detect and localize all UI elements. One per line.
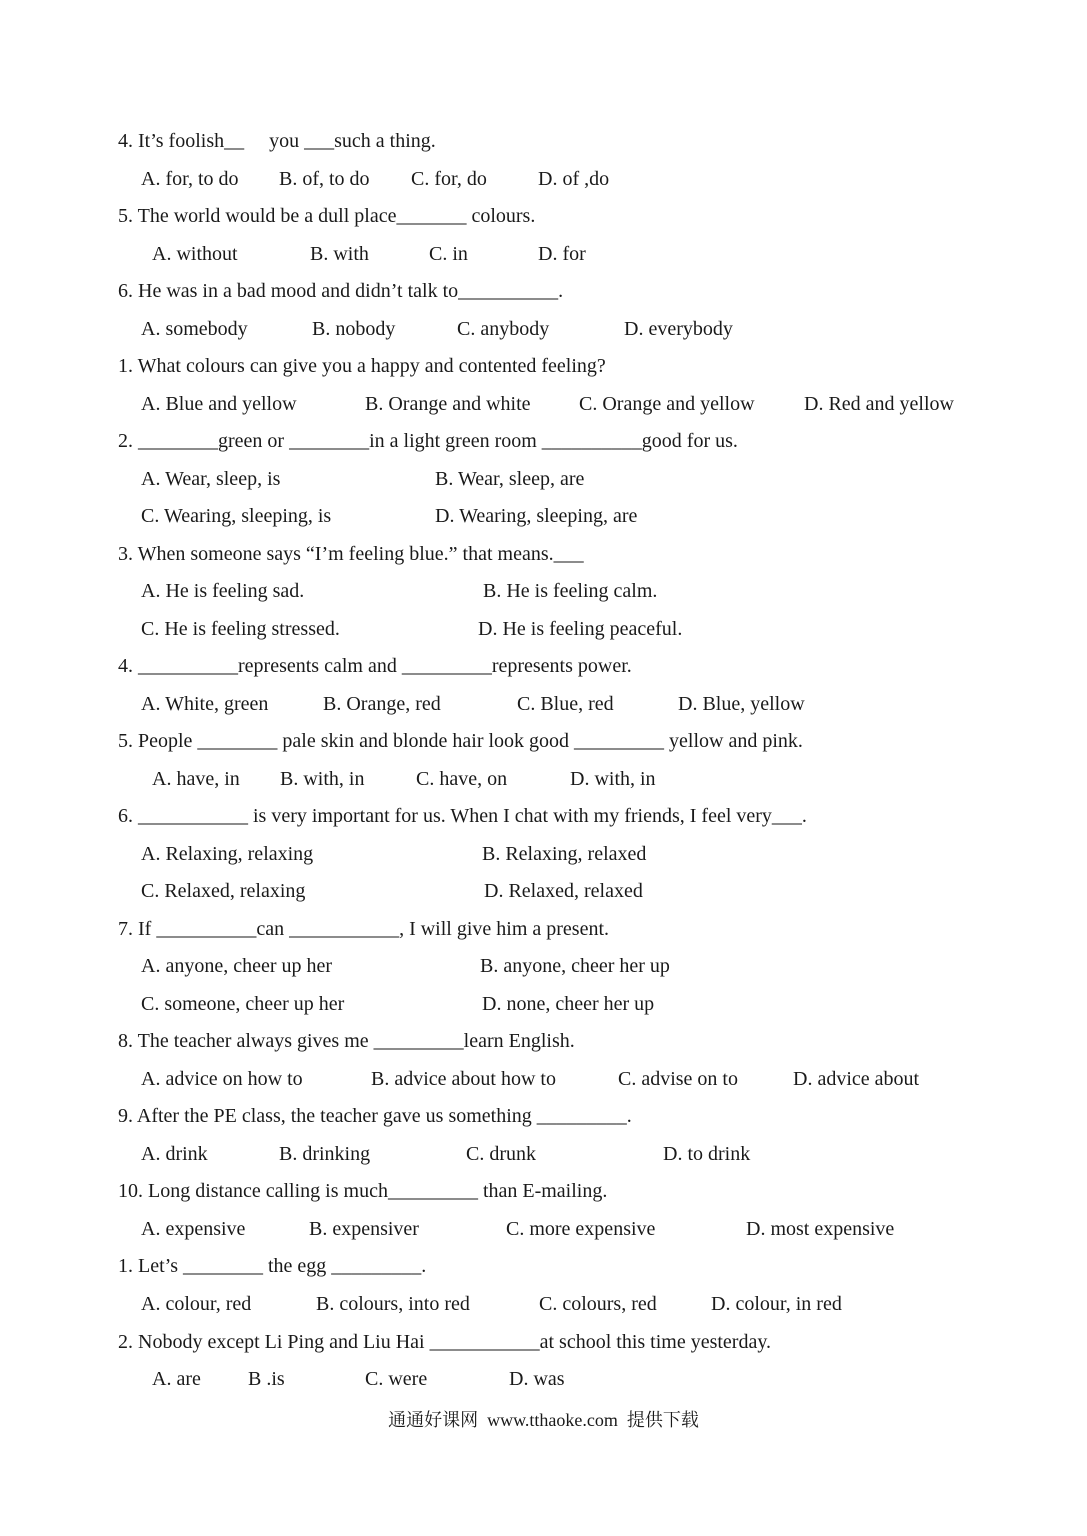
option-a: A. somebody [141,318,248,340]
question-text: 3. When someone says “I’m feeling blue.” that means.___ [118,543,584,565]
option-b: B. advice about how to [371,1068,556,1090]
option-a: A. are [152,1368,201,1390]
option-c: C. advise on to [618,1068,738,1090]
option-c: C. Wearing, sleeping, is [141,505,332,527]
option-d: D. Wearing, sleeping, are [435,505,638,527]
option-c: C. have, on [416,768,508,790]
option-c: C. for, do [411,168,487,190]
question-text: 1. Let’s ________ the egg _________. [118,1255,427,1277]
option-a: A. Blue and yellow [141,393,297,415]
option-a: A. anyone, cheer up her [141,955,333,977]
option-b: B. Relaxing, relaxed [482,843,647,865]
option-c: C. in [429,243,468,265]
option-d: D. was [509,1368,565,1390]
option-d: D. Blue, yellow [678,693,805,715]
option-b: B. nobody [312,318,396,340]
question-text: 2. Nobody except Li Ping and Liu Hai ___________at school this time yesterday. [118,1331,772,1353]
option-b: B. anyone, cheer her up [480,955,670,977]
question-text: 5. The world would be a dull place_______ colours. [118,205,536,227]
option-b: B. He is feeling calm. [483,580,658,602]
question-text: 4. It’s foolish__ you ___such a thing. [118,130,436,152]
option-a: A. Relaxing, relaxing [141,843,314,865]
option-a: A. expensive [141,1218,246,1240]
option-d: D. for [538,243,586,265]
option-b: B .is [248,1368,285,1390]
option-b: B. Orange, red [323,693,441,715]
question-text: 4. __________represents calm and _________represents power. [118,655,632,677]
option-a: A. without [152,243,238,265]
option-b: B. with [310,243,369,265]
option-d: D. most expensive [746,1218,895,1240]
question-text: 8. The teacher always gives me _________learn English. [118,1030,575,1052]
option-b: B. Wear, sleep, are [435,468,585,490]
option-c: C. more expensive [506,1218,656,1240]
option-c: C. were [365,1368,428,1390]
option-d: D. Relaxed, relaxed [484,880,643,902]
option-a: A. have, in [152,768,240,790]
option-a: A. Wear, sleep, is [141,468,281,490]
option-d: D. Red and yellow [804,393,954,415]
option-a: A. colour, red [141,1293,252,1315]
option-c: C. colours, red [539,1293,657,1315]
option-b: B. with, in [280,768,365,790]
question-text: 9. After the PE class, the teacher gave us something _________. [118,1105,632,1127]
option-b: B. of, to do [279,168,370,190]
option-c: C. Orange and yellow [579,393,755,415]
option-d: D. everybody [624,318,733,340]
footer-source-text: 通通好课网 www.tthaoke.com 提供下载 [388,1410,699,1430]
option-a: A. for, to do [141,168,239,190]
question-text: 2. ________green or ________in a light green room __________good for us. [118,430,738,452]
option-c: C. drunk [466,1143,536,1165]
question-text: 5. People ________ pale skin and blonde hair look good _________ yellow and pink. [118,730,803,752]
option-a: A. advice on how to [141,1068,303,1090]
question-text: 10. Long distance calling is much_________ than E-mailing. [118,1180,608,1202]
question-text: 6. ___________ is very important for us. When I chat with my friends, I feel very___. [118,805,807,827]
option-d: D. with, in [570,768,656,790]
option-c: C. Relaxed, relaxing [141,880,306,902]
option-c: C. someone, cheer up her [141,993,345,1015]
option-c: C. anybody [457,318,550,340]
option-c: C. He is feeling stressed. [141,618,340,640]
option-a: A. drink [141,1143,208,1165]
option-b: B. drinking [279,1143,371,1165]
option-d: D. none, cheer her up [482,993,655,1015]
option-b: B. Orange and white [365,393,531,415]
option-a: A. White, green [141,693,269,715]
option-d: D. He is feeling peaceful. [478,618,683,640]
question-text: 7. If __________can ___________, I will give him a present. [118,918,610,940]
option-d: D. of ,do [538,168,610,190]
option-d: D. advice about [793,1068,920,1090]
option-a: A. He is feeling sad. [141,580,305,602]
option-b: B. colours, into red [316,1293,470,1315]
question-text: 1. What colours can give you a happy and contented feeling? [118,355,606,377]
option-c: C. Blue, red [517,693,614,715]
option-b: B. expensiver [309,1218,419,1240]
question-text: 6. He was in a bad mood and didn’t talk to__________. [118,280,564,302]
option-d: D. colour, in red [711,1293,842,1315]
option-d: D. to drink [663,1143,751,1165]
